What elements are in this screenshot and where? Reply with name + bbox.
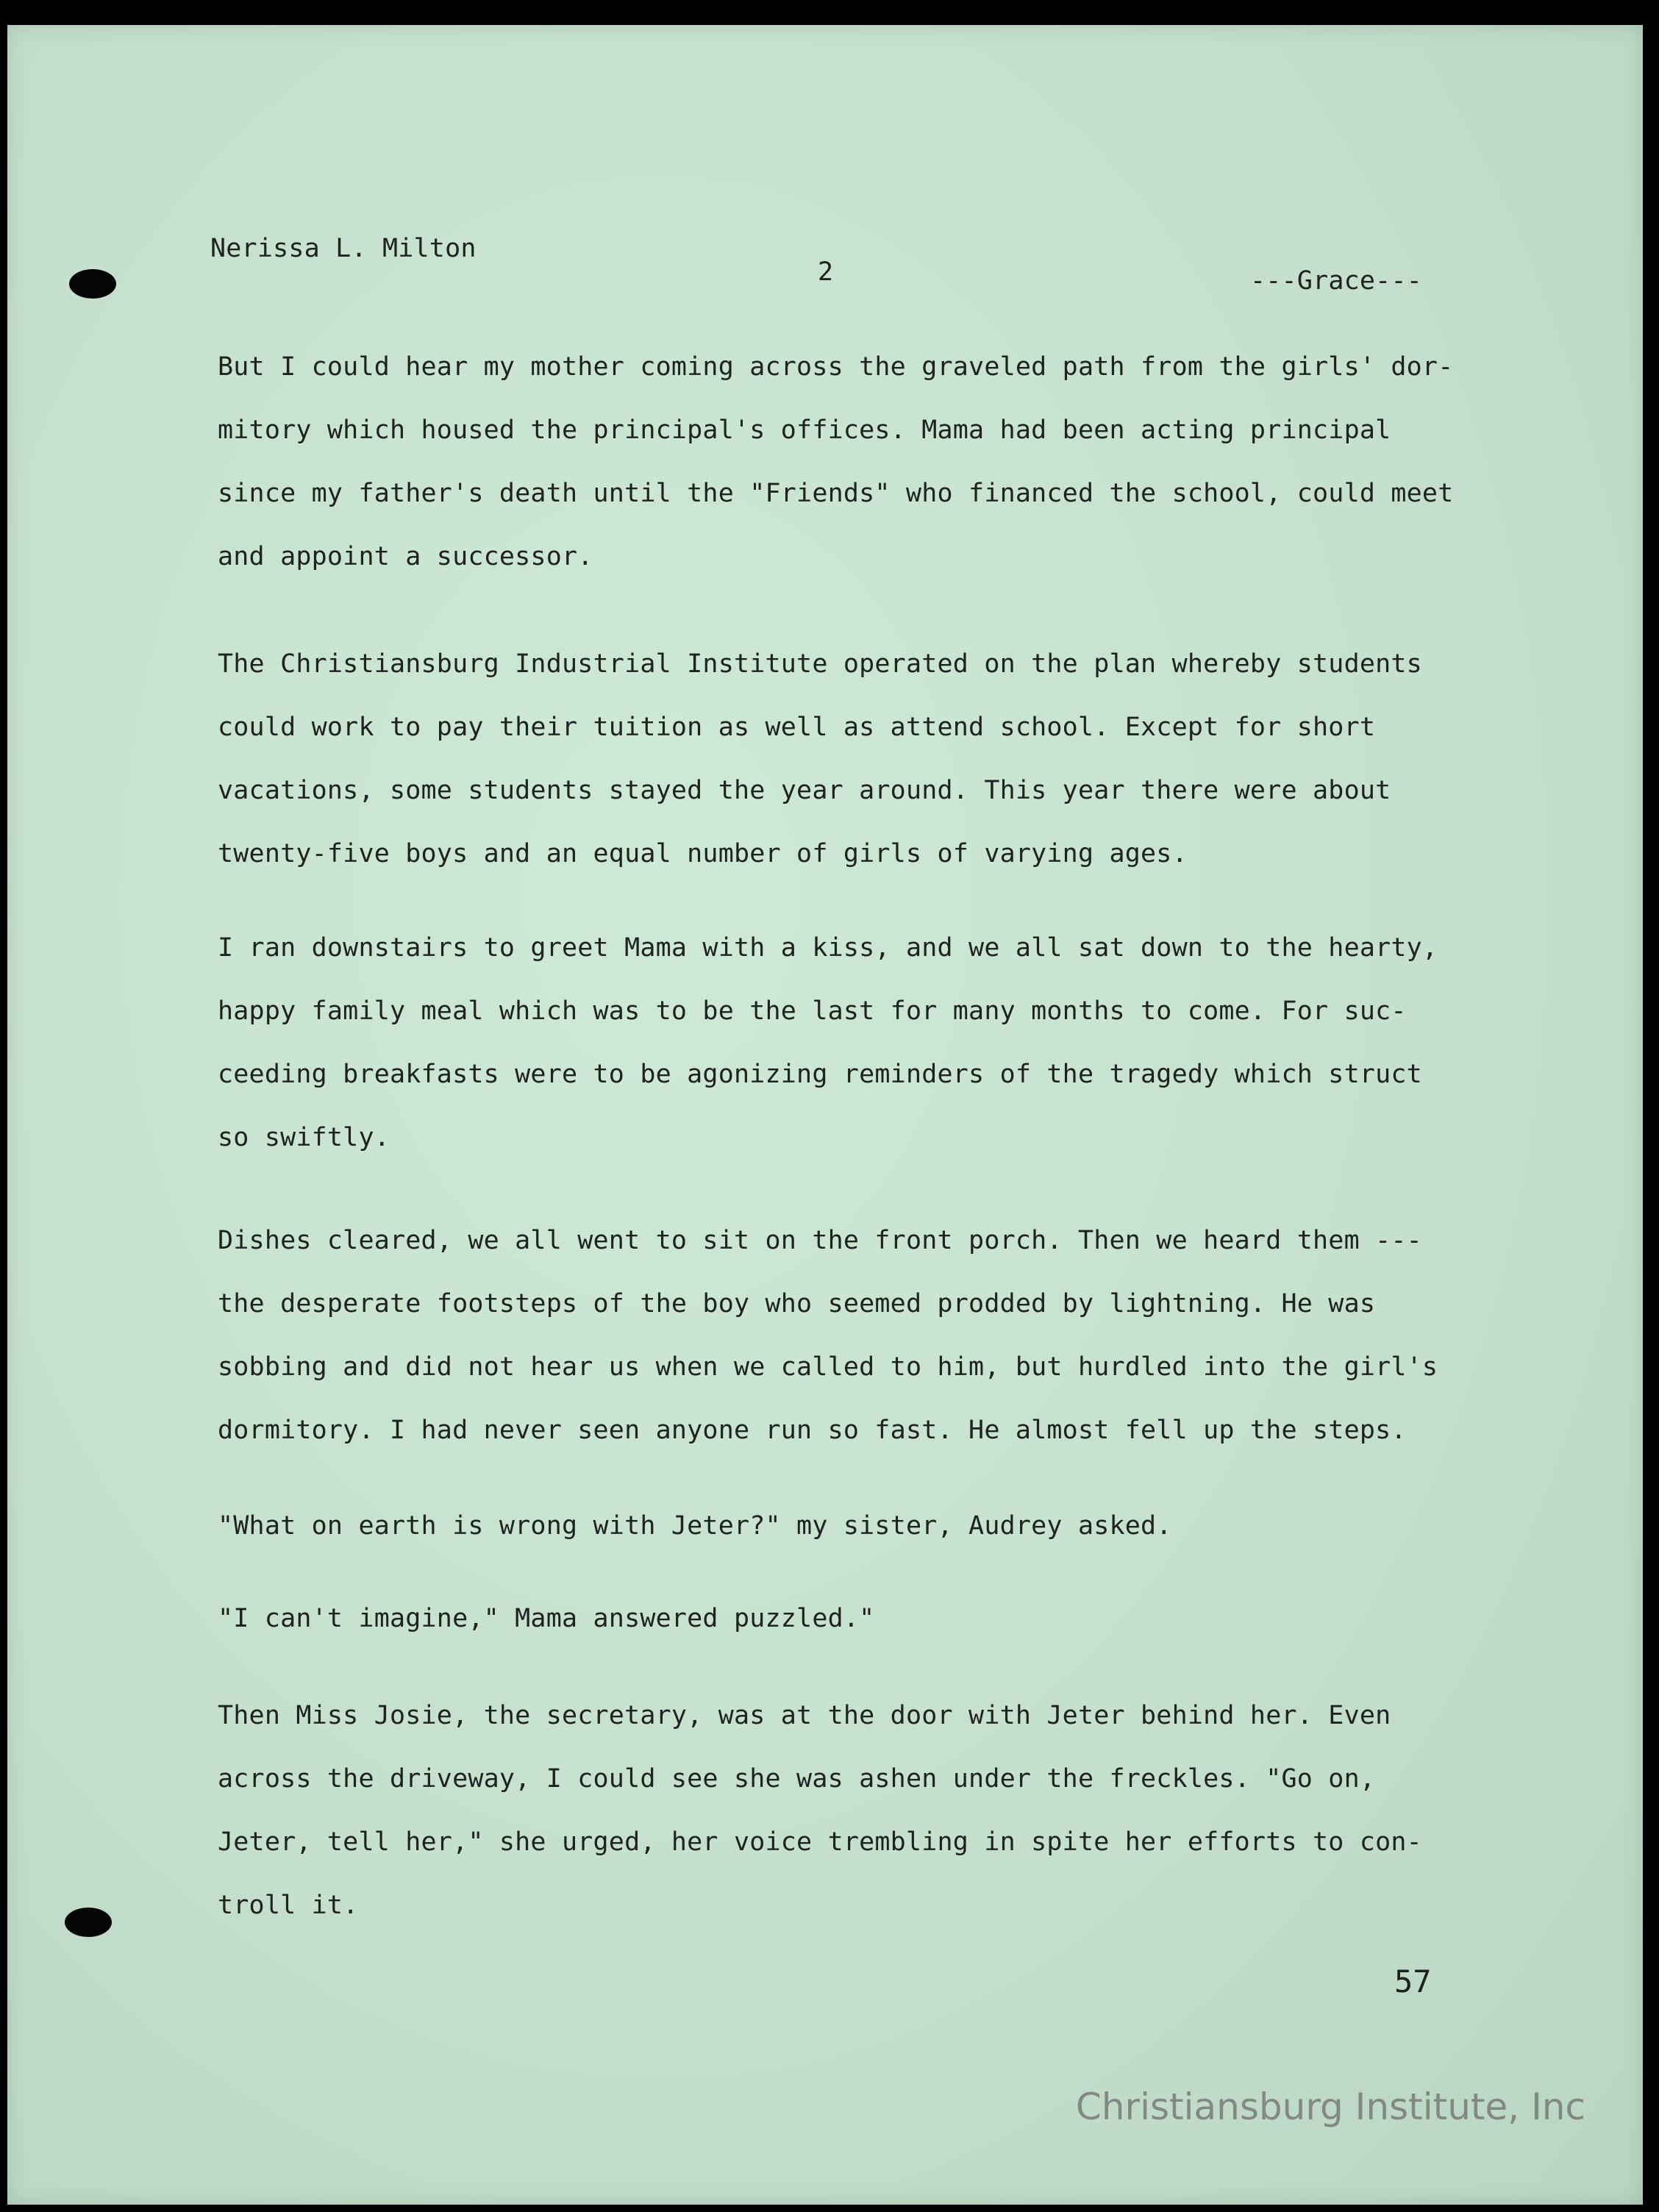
text-line: Then Miss Josie, the secretary, was at the door with Jeter behind her. Even xyxy=(218,1701,1391,1730)
text-line: Jeter, tell her," she urged, her voice trembling in spite her efforts to con- xyxy=(218,1827,1422,1857)
paragraph-6 xyxy=(218,1587,1512,1650)
paragraph-5 xyxy=(218,1494,1512,1558)
paragraph-2 xyxy=(218,632,1512,885)
paragraph-1 xyxy=(218,335,1512,588)
text-line: so swiftly. xyxy=(218,1123,390,1152)
header-page-number: 2 xyxy=(818,257,834,287)
text-line: since my father's death until the "Friends" who financed the school, could meet xyxy=(218,479,1454,508)
text-line: across the driveway, I could see she was ashen under the freckles. "Go on, xyxy=(218,1764,1376,1794)
watermark: Christiansburg Institute, Inc xyxy=(1075,2086,1585,2128)
punch-hole-bottom xyxy=(65,1908,112,1937)
text-line: the desperate footsteps of the boy who seemed prodded by lightning. He was xyxy=(218,1289,1376,1319)
text-line: Dishes cleared, we all went to sit on the front porch. Then we heard them --- xyxy=(218,1226,1422,1255)
header-title: ---Grace--- xyxy=(1250,266,1422,296)
paragraph-4 xyxy=(218,1209,1512,1462)
text-line: "I can't imagine," Mama answered puzzled." xyxy=(218,1604,875,1633)
text-line: I ran downstairs to greet Mama with a kiss, and we all sat down to the hearty, xyxy=(218,933,1438,963)
folio-number: 57 xyxy=(1394,1963,1432,1999)
header-author: Nerissa L. Milton xyxy=(210,234,477,263)
text-line: and appoint a successor. xyxy=(218,542,593,571)
text-line: dormitory. I had never seen anyone run so fast. He almost fell up the steps. xyxy=(218,1416,1407,1445)
text-line: troll it. xyxy=(218,1891,359,1920)
punch-hole-top xyxy=(69,269,116,299)
text-line: could work to pay their tuition as well as attend school. Except for short xyxy=(218,713,1376,742)
text-line: happy family meal which was to be the last for many months to come. For suc- xyxy=(218,996,1407,1026)
text-line: The Christiansburg Industrial Institute operated on the plan whereby students xyxy=(218,649,1422,679)
text-line: sobbing and did not hear us when we called to him, but hurdled into the girl's xyxy=(218,1352,1438,1382)
text-line: "What on earth is wrong with Jeter?" my sister, Audrey asked. xyxy=(218,1511,1172,1541)
paragraph-7 xyxy=(218,1684,1512,1937)
text-line: ceeding breakfasts were to be agonizing reminders of the tragedy which struct xyxy=(218,1060,1422,1089)
text-line: twenty-five boys and an equal number of girls of varying ages. xyxy=(218,839,1188,868)
text-line: vacations, some students stayed the year around. This year there were about xyxy=(218,776,1391,805)
paragraph-3 xyxy=(218,916,1512,1169)
text-line: But I could hear my mother coming across the graveled path from the girls' dor- xyxy=(218,352,1454,382)
text-line: mitory which housed the principal's offices. Mama had been acting principal xyxy=(218,415,1391,445)
